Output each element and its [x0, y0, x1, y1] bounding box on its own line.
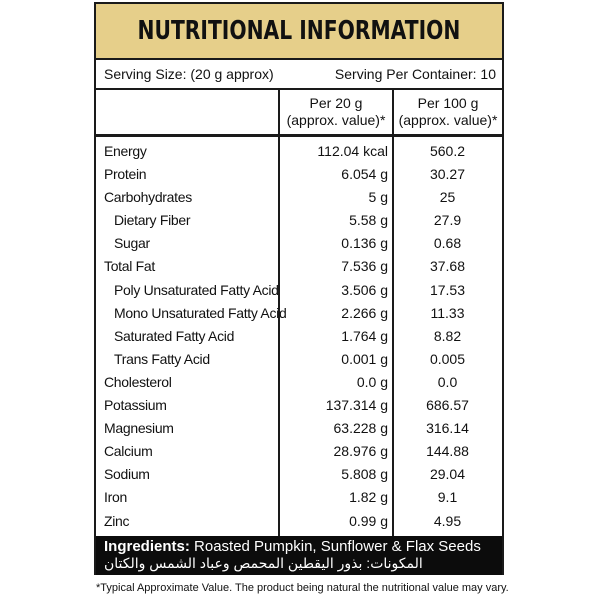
- per-100g-value: 11.33: [430, 304, 465, 321]
- per-100g-value: 0.0: [437, 373, 458, 390]
- per-100g-value: 9.1: [437, 489, 458, 506]
- ingredients-english: [104, 538, 481, 555]
- nutrient-name: Trans Fatty Acid: [114, 350, 210, 367]
- col2-line1: Per 100 g: [417, 95, 479, 111]
- per-20g-value: 0.99 g: [349, 512, 388, 529]
- per-100g-value: 0.68: [433, 235, 462, 252]
- table-row: [96, 486, 502, 509]
- per-100g-value: 27.9: [433, 212, 462, 229]
- title-bar: [96, 4, 502, 58]
- nutrient-name: Calcium: [104, 443, 153, 460]
- nutrient-name: Energy: [104, 143, 147, 159]
- per-20g-value: 63.228 g: [333, 420, 388, 437]
- per-20g-value: 1.82 g: [349, 489, 388, 506]
- table-row: [96, 279, 502, 302]
- per-100g-value: 4.95: [433, 512, 462, 529]
- nutrient-name: Carbohydrates: [104, 189, 192, 206]
- per-20g-value: 3.506 g: [341, 281, 388, 298]
- per-100g-value: 686.57: [426, 397, 469, 414]
- panel-title: NUTRITIONAL INFORMATION: [137, 16, 461, 46]
- table-row: [96, 163, 502, 186]
- per-100g-value: 0.005: [429, 350, 466, 367]
- per-100g-value: 8.82: [433, 327, 462, 344]
- ingredients-bar: [96, 536, 502, 575]
- footnote: *Typical Approximate Value. The product being natural the nutritional value may vary.: [96, 582, 509, 594]
- per-100g-value: 17.53: [429, 281, 466, 298]
- serving-size: Serving Size: (20 g approx): [104, 66, 274, 82]
- col2-line2: (approx. value)*: [398, 112, 498, 128]
- table-row: [96, 209, 502, 232]
- column-header-per-100g: [394, 90, 502, 134]
- table-row: [96, 394, 502, 417]
- per-100g-value: 30.27: [429, 166, 466, 183]
- nutrient-name: Protein: [104, 166, 147, 183]
- serving-row: [96, 60, 502, 88]
- table-row: [96, 140, 502, 163]
- per-20g-value: 5.58 g: [349, 212, 388, 229]
- header-rule: [96, 134, 502, 137]
- nutrient-name: Sodium: [104, 466, 150, 483]
- ingredients-arabic: المكونات: بذور اليقطين المحمص وعباد الشمس والكتان: [104, 555, 423, 571]
- ingredients-label: Ingredients:: [104, 538, 190, 555]
- nutrient-table: [96, 140, 502, 533]
- nutrient-name: Total Fat: [104, 258, 155, 275]
- nutrient-name: Potassium: [104, 397, 167, 414]
- per-20g-value: 0.136 g: [341, 235, 388, 252]
- table-row: [96, 302, 502, 325]
- nutrient-name: Zinc: [104, 512, 130, 529]
- nutrient-name: Saturated Fatty Acid: [114, 327, 235, 344]
- per-20g-value: 6.054 g: [341, 166, 388, 183]
- nutrient-name: Iron: [104, 489, 127, 506]
- table-row: [96, 510, 502, 533]
- table-row: [96, 325, 502, 348]
- per-100g-value: 29.04: [429, 466, 466, 483]
- per-100g-value: 316.14: [426, 420, 469, 437]
- per-20g-value: 5.808 g: [341, 466, 388, 483]
- table-row: [96, 371, 502, 394]
- per-20g-value: 0.001 g: [341, 350, 388, 367]
- nutrient-name: Poly Unsaturated Fatty Acid: [114, 281, 279, 298]
- table-row: [96, 440, 502, 463]
- per-20g-value: 2.266 g: [341, 304, 388, 321]
- per-100g-value: 560.2: [429, 143, 466, 159]
- per-20g-value: 112.04 kcal: [317, 143, 388, 159]
- per-20g-value: 5 g: [368, 189, 388, 206]
- ingredients-text: Roasted Pumpkin, Sunflower & Flax Seeds: [194, 538, 481, 555]
- per-100g-value: 25: [439, 189, 456, 206]
- per-20g-value: 137.314 g: [325, 397, 388, 414]
- table-row: [96, 417, 502, 440]
- column-header-per-20g: [280, 90, 392, 134]
- nutrient-name: Mono Unsaturated Fatty Acid: [114, 304, 287, 321]
- per-20g-value: 0.0 g: [356, 373, 388, 390]
- nutrient-name: Dietary Fiber: [114, 212, 191, 229]
- col1-line1: Per 20 g: [309, 95, 363, 111]
- col1-line2: (approx. value)*: [286, 112, 386, 128]
- serving-per-container: Serving Per Container: 10: [334, 66, 496, 82]
- per-20g-value: 7.536 g: [341, 258, 388, 275]
- table-row: [96, 186, 502, 209]
- table-row: [96, 255, 502, 278]
- per-100g-value: 37.68: [429, 258, 466, 275]
- per-20g-value: 1.764 g: [341, 327, 388, 344]
- nutrient-name: Magnesium: [104, 420, 174, 437]
- per-100g-value: 144.88: [426, 443, 469, 460]
- nutrient-name: Sugar: [114, 235, 150, 252]
- table-row: [96, 463, 502, 486]
- nutrient-name: Cholesterol: [104, 373, 172, 390]
- table-row: [96, 232, 502, 255]
- per-20g-value: 28.976 g: [333, 443, 388, 460]
- table-row: [96, 348, 502, 371]
- nutrition-panel: [94, 2, 504, 575]
